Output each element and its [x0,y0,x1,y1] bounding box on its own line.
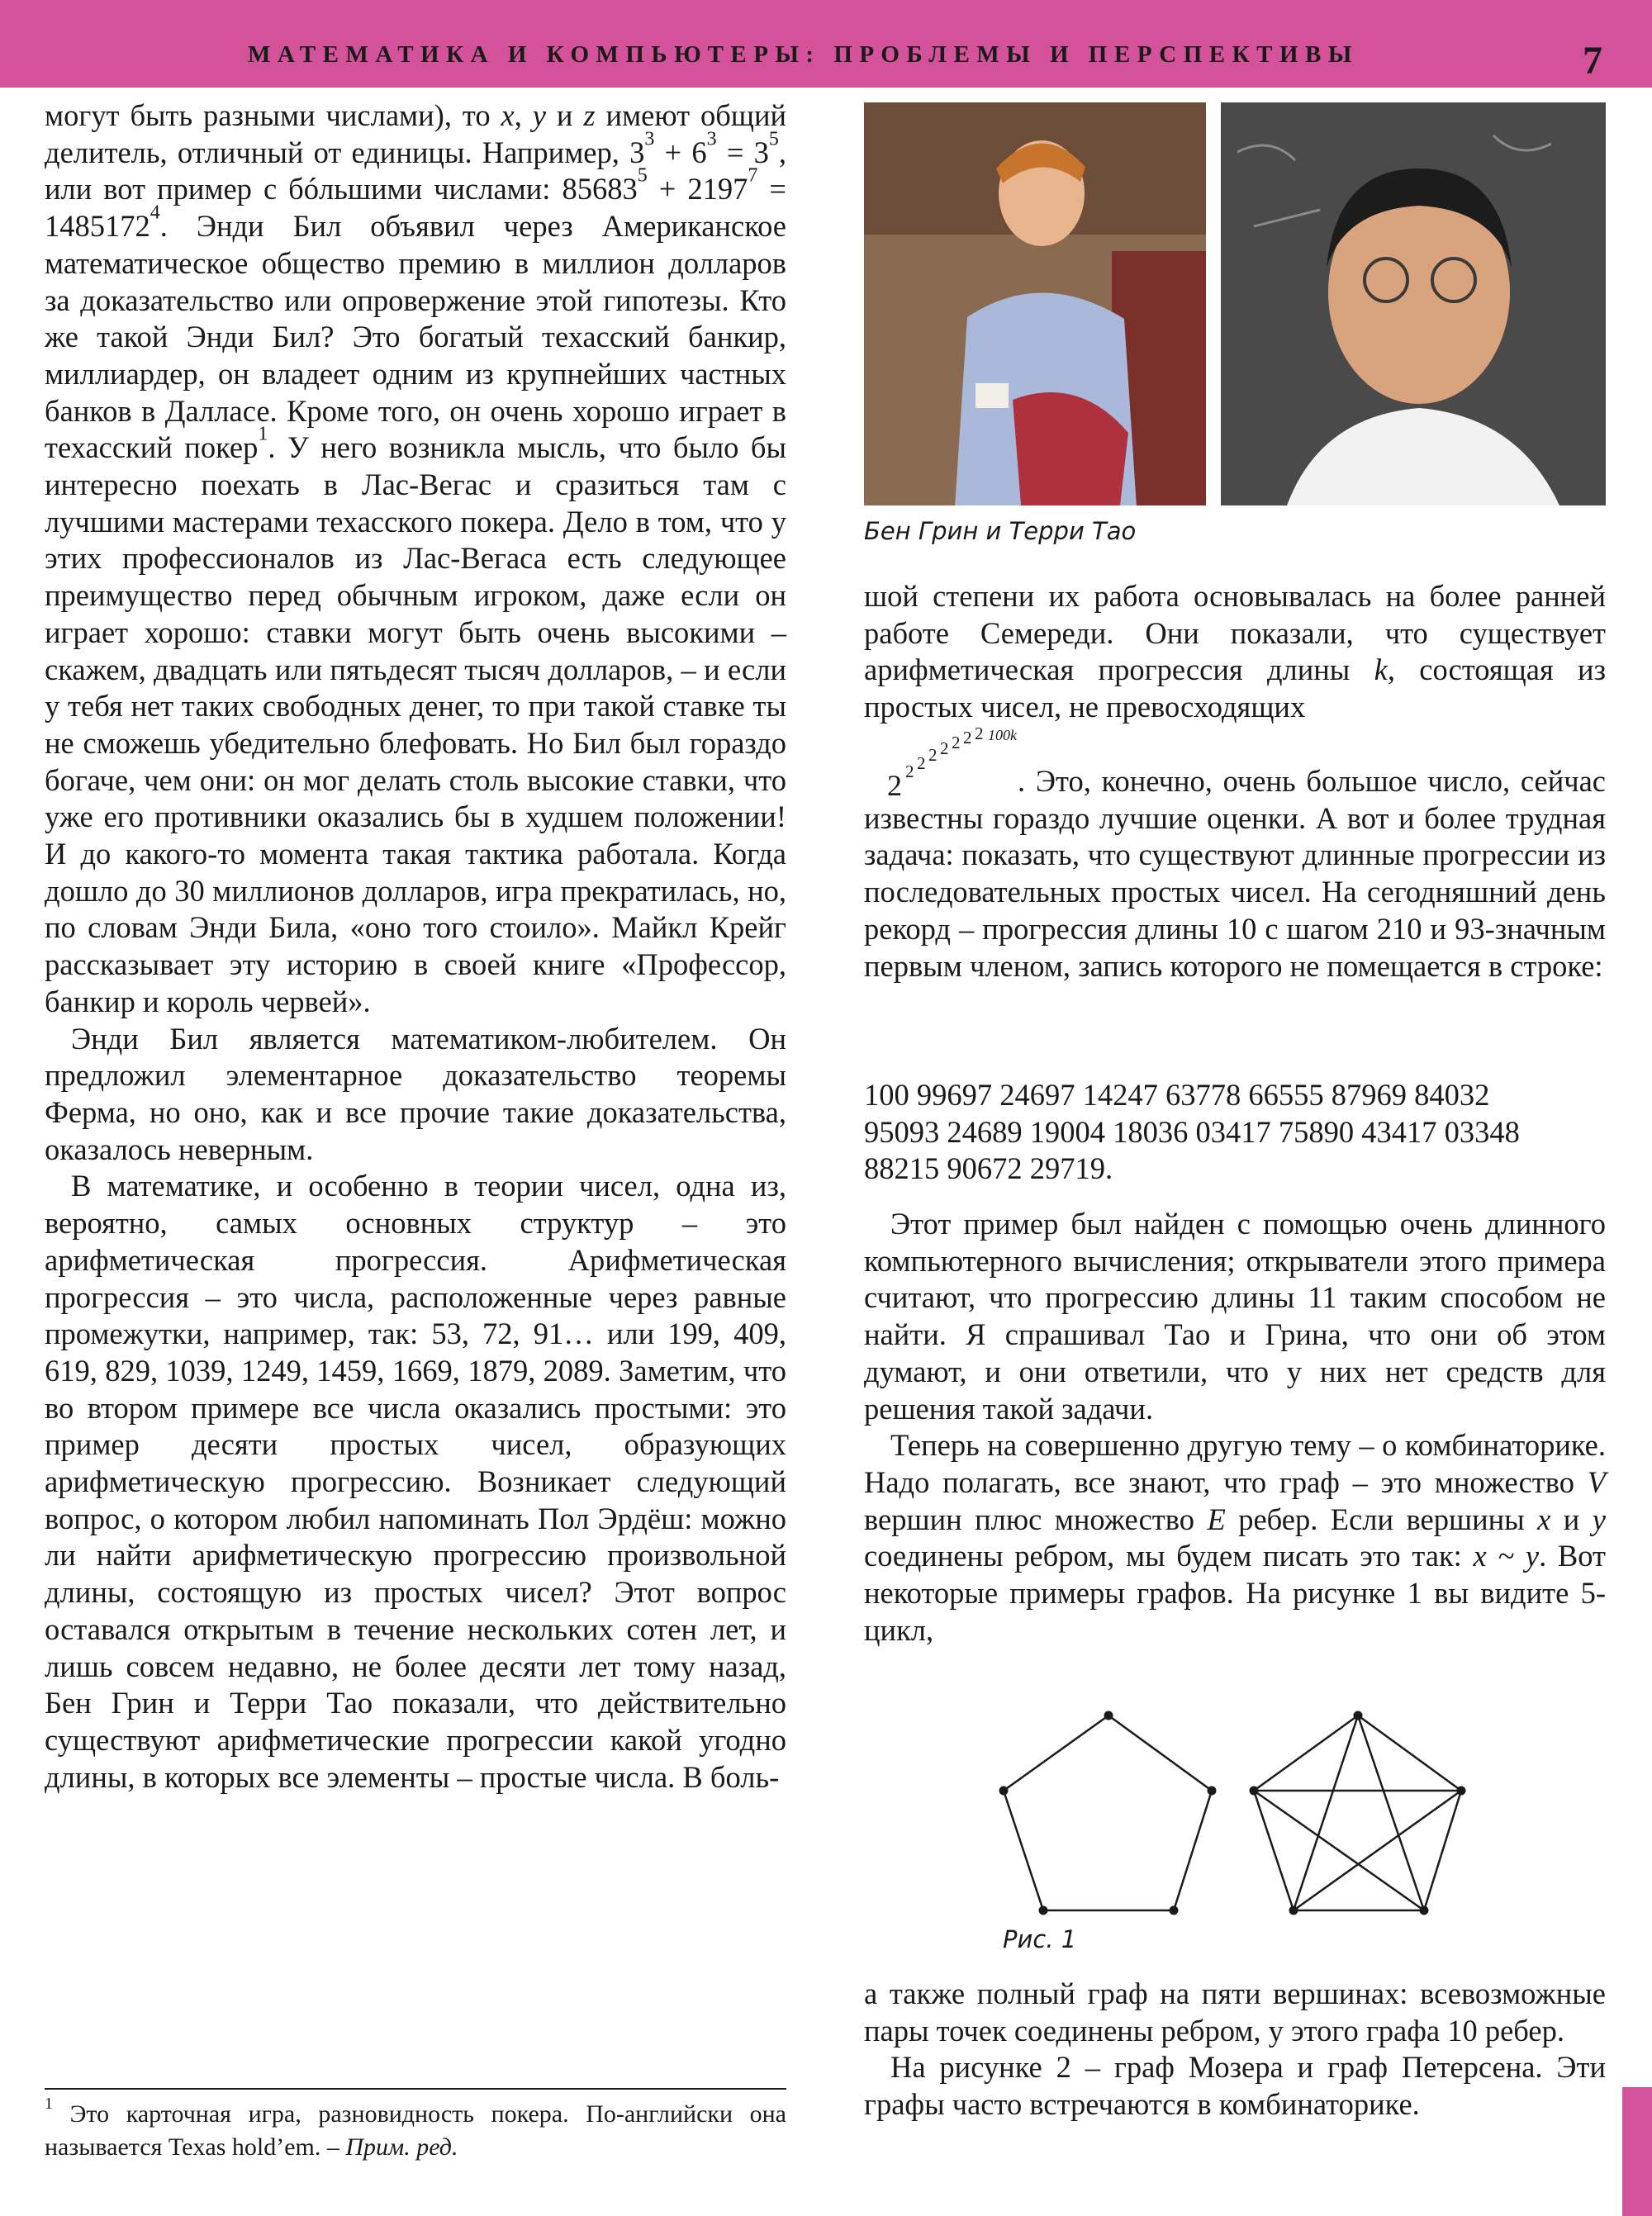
right-column-top [864,578,1606,726]
photo-ben-green [864,102,1206,505]
paragraph: Этот пример был найден с помощью очень длинного компьютерного вычисления; открыватели этого примера считают, что прогрессию длины 11 таким способом не найти. Я спрашивал Тао и Грина, что они об этом думают, и они ответили, что у них нет средств для решения такой задачи. [864,1207,1606,1426]
formula-example-1: $3^3 + 6^3 = 3^5$ [629,128,779,169]
right-column-continuation [864,763,1606,985]
graph-5-cycle-vertices [999,1711,1217,1915]
number-line: 100 99697 24697 14247 63778 66555 87969 84032 [864,1078,1490,1112]
graph-complete-k5-vertices [1250,1711,1466,1915]
formula-example-2: $85683^5 + 2197^7 = 1485172^4$ [45,164,786,244]
paragraph: На рисунке 2 – граф Мозера и граф Петерсена. Эти графы часто встречаются в комбинаторике. [864,2050,1606,2122]
relation-formula: x ~ y [1473,1539,1540,1573]
left-column [45,97,786,1796]
large-number [864,1077,1606,1188]
paragraph: Энди Бил является математиком-любителем. Он предложил элементарное доказательство теоремы Ферма, но оно, как и все прочие такие доказательства, оказалось неверным. [45,1021,786,1166]
graph-5-cycle [1004,1715,1212,1910]
right-column-bottom [864,1976,1606,2123]
figure-caption: Рис. 1 [1003,1925,1077,1953]
footnote: $^1$ Это карточная игра, разновидность покера. По-английски она называется Texas hold’em. – Прим. ред. [45,2095,786,2161]
paragraph: шой степени их работа основывалась на более ранней работе Семереди. Они показали, что существует арифметическая прогрессия длины k, состоящая из простых чисел, не превосходящих [864,579,1607,724]
page-number: 7 [1583,39,1602,83]
photo-caption: Бен Грин и Терри Тао [864,517,1137,545]
footnote-number: 1 [45,2095,53,2113]
paragraph: . Это, конечно, очень большое число, сейчас известны гораздо лучшие оценки. А вот и более трудная задача: показать, что существуют длинные прогрессии из последовательных простых чисел. На сегодняшний день рекорд – прогрессия длины 10 с шагом 210 и 93-значным первым членом, запись которого не помещается в строке: [864,764,1606,983]
paragraph: могут быть разными числами), то x, y и z имеют общий делитель, отличный от единицы. Например, $3^3 + 6^3 = 3^5$, или вот пример с бóльшими числами: $85683^5 + 2197^7 = 1485172^4$. Энди Бил объявил через Американское математическое общество премию в миллион долларов за доказательство или опровержение этой гипотезы. Кто же такой Энди Бил? Это богатый техасский банкир, миллиардер, он владеет одним из крупнейших частных банков в Далласе. Кроме того, он очень хорошо играет в техасский покер$^1$. У него возникла мысль, что было бы интересно поехать в Лас-Вегас и сразиться там с лучшими мастерами техасского покера. Дело в том, что у этих профессионалов из Лас-Вегаса есть следующее преимущество перед обычным игроком, даже если он играет хорошо: ставки могут быть очень высокими – скажем, двадцать или пятьдесят тысяч долларов, – и если у тебя нет таких свободных денег, то при такой ставке ты не сможешь убедительно блефовать. Но Бил был гораздо богаче, чем они: он мог делать столь высокие ставки, что уже его противники оказались бы в худшем положении! И до какого-то момента такая тактика работала. Когда дошло до 30 миллионов долларов, игра прекратилась, но, по словам Энди Била, «оно того стоило». Майкл Крейг рассказывает эту историю в своей книге «Профессор, банкир и король червей». [45,98,787,1018]
number-line: 95093 24689 19004 18036 03417 75890 43417 03348 [864,1114,1520,1149]
paragraph: В математике, и особенно в теории чисел, одна из, вероятно, самых основных структур – это арифметическая прогрессия. Арифметическая прогрессия – это числа, расположенные через равные промежутки, например, так: 53, 72, 91… или 199, 409, 619, 829, 1039, 1249, 1459, 1669, 1879, 2089. Заметим, что во втором примере все числа оказались простыми: это пример десяти простых чисел, образующих арифметическую прогрессию. Возникает следующий вопрос, о котором любил напоминать Пол Эрдёш: можно ли найти арифметическую прогрессию произвольной длины, состоящую из простых чисел? Этот вопрос оставался открытым в течение нескольких сотен лет, и лишь совсем недавно, не более десяти лет тому назад, Бен Грин и Терри Тао показали, что действительно существуют арифметические прогрессии какой угодно длины, в которых все элементы – простые числа. В боль- [45,1169,786,1794]
footnote-divider [45,2088,786,2090]
page-edge-accent [1622,2087,1652,2216]
running-title: МАТЕМАТИКА И КОМПЬЮТЕРЫ: ПРОБЛЕМЫ И ПЕРСПЕКТИВЫ [248,41,1359,68]
photo-ben-green-illustration [864,102,1206,505]
photo-terry-tao-illustration [1221,102,1606,505]
graph-complete-k5 [1254,1715,1461,1910]
footnote-marker: 1 [258,423,268,445]
figure-1-graphs [983,1685,1479,1933]
photo-terry-tao [1221,102,1606,505]
right-column-middle [864,1206,1606,1649]
paragraph: Теперь на совершенно другую тему – о комбинаторике. Надо полагать, все знают, что граф – это множество V вершин плюс множество E ребер. Если вершины x и y соединены ребром, мы будем писать это так: x ~ y. Вот некоторые примеры графов. На рисунке 1 вы видите 5-цикл, [864,1428,1606,1647]
power-tower-formula: 2 2 2 2 2 2 2 2 100k [887,724,1017,802]
paragraph: а также полный граф на пяти вершинах: всевозможные пары точек соединены ребром, у этого графа 10 ребер. [864,1976,1606,2048]
number-line: 88215 90672 29719. [864,1151,1113,1186]
page-header [0,0,1652,88]
